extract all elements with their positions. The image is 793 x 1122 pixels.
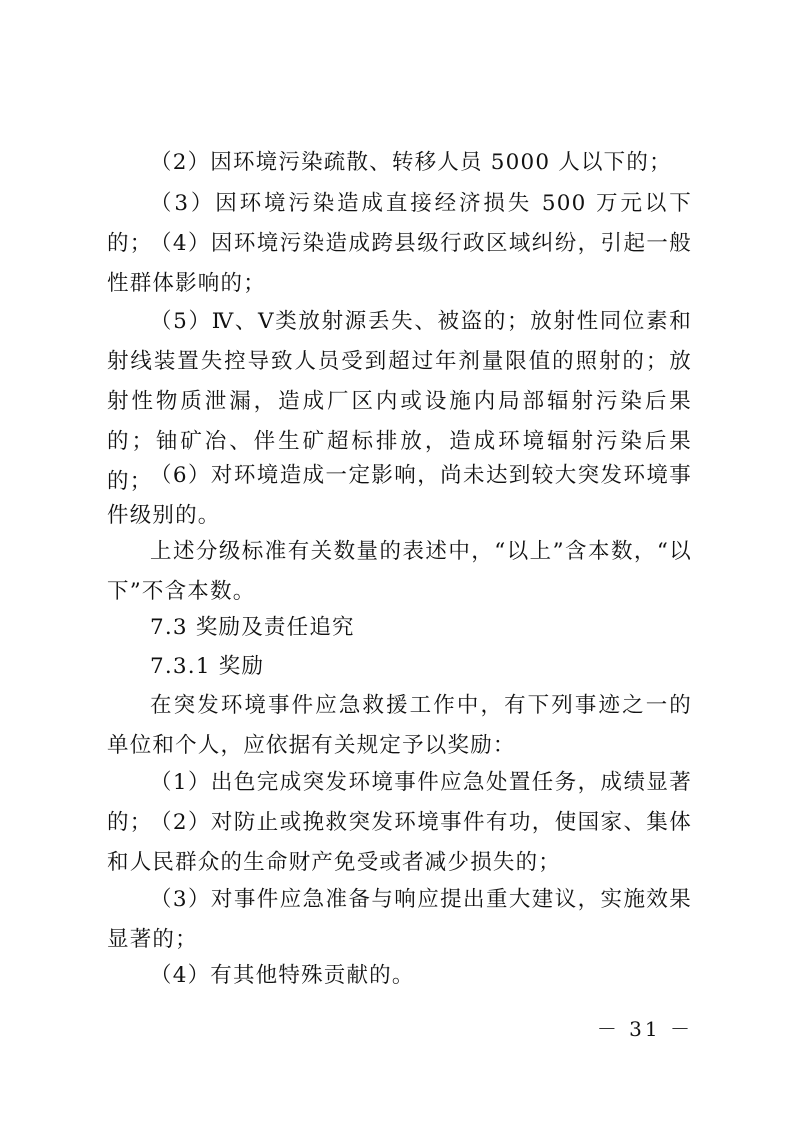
paragraph-evacuation: （2）因环境污染疏散、转移人员 5000 人以下的； <box>150 150 672 175</box>
paragraph-radiation: （5）Ⅳ、Ⅴ类放射源丢失、被盗的；放射性同位素和射线装置失控导致人员受到超过年剂量限值的照射的；放射性物质泄漏，造成厂区内或设施内局部辐射污染后果的；铀矿冶、伴生矿超标排放，造成环境辐射污染后果的； <box>107 309 692 494</box>
paragraph-reward-3: （3）对事件应急准备与响应提出重大建议，实施效果显著的； <box>107 887 692 952</box>
paragraph-economic-loss: （3）因环境污染造成直接经济损失 500 万元以下的； <box>107 191 692 256</box>
heading-7-3-1: 7.3.1 奖励 <box>150 654 265 679</box>
page-number: － 31 － <box>596 1017 693 1041</box>
heading-7-3: 7.3 奖励及责任追究 <box>150 615 355 640</box>
paragraph-county-dispute: （4）因环境污染造成跨县级行政区域纠纷，引起一般性群体影响的； <box>107 231 692 296</box>
paragraph-reward-2: （2）对防止或挽救突发环境事件有功，使国家、集体和人民群众的生命财产免受或者减少损失的； <box>107 810 692 875</box>
paragraph-reward-4: （4）有其他特殊贡献的。 <box>150 963 415 988</box>
paragraph-reward-intro: 在突发环境事件应急救援工作中，有下列事迹之一的单位和个人，应依据有关规定予以奖励： <box>107 693 692 758</box>
paragraph-reward-1: （1）出色完成突发环境事件应急处置任务，成绩显著的； <box>107 770 692 835</box>
paragraph-quantity-note: 上述分级标准有关数量的表述中，“以上”含本数，“以下”不含本数。 <box>107 539 692 604</box>
paragraph-general-impact: （6）对环境造成一定影响，尚未达到较大突发环境事件级别的。 <box>107 463 692 528</box>
